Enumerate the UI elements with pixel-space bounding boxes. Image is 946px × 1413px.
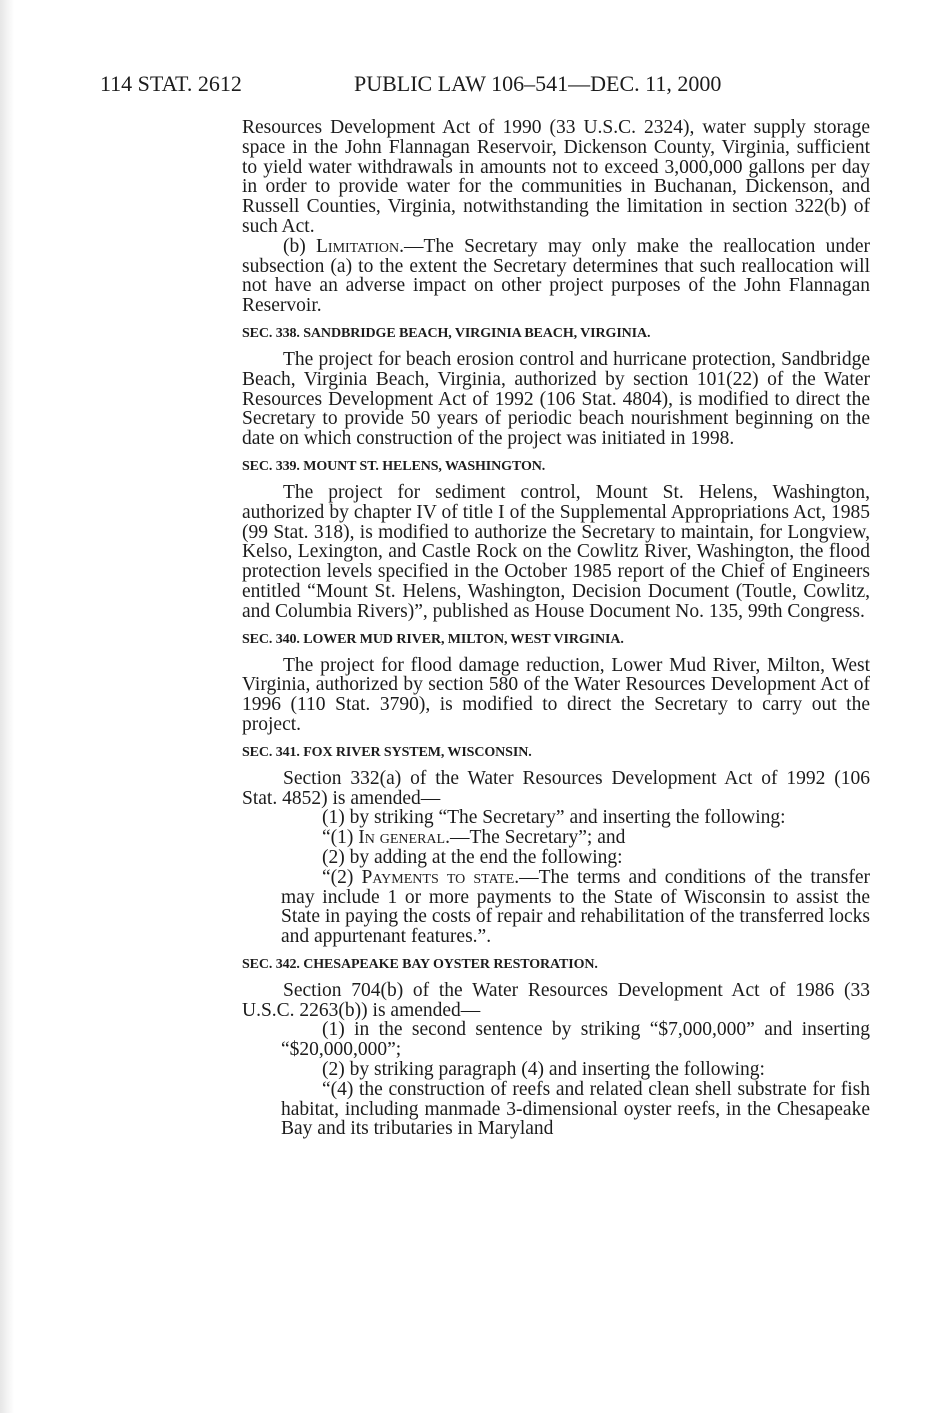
limitation-label-prefix: (b): [283, 235, 316, 257]
scan-edge-shadow: [0, 0, 14, 1413]
running-head: [100, 69, 780, 99]
public-law-citation: PUBLIC LAW 106–541—DEC. 11, 2000: [354, 71, 722, 96]
section-341-item-1-quote: [242, 828, 870, 848]
stat-citation: 114 STAT. 2612: [100, 71, 242, 96]
document-body: [242, 118, 870, 1139]
section-342-intro: Section 704(b) of the Water Resources Development Act of 1986 (33 U.S.C. 2263(b)) is amended—: [242, 979, 870, 1021]
item-1-quote-label: In general: [358, 827, 446, 849]
section-342-heading: SEC. 342. CHESAPEAKE BAY OYSTER RESTORATION.: [242, 956, 598, 972]
item-1-quote-suffix: .—The Secretary”; and: [445, 827, 626, 849]
section-341-item-2: (2) by adding at the end the following:: [322, 846, 623, 868]
section-342-item-1: (1) in the second sentence by striking “$7,000,000” and inserting “$20,000,000”;: [281, 1019, 870, 1061]
item-2-quote-prefix: “(2): [322, 866, 362, 888]
section-339-text: The project for sediment control, Mount St. Helens, Washington, authorized by chapter IV of title I of the Supplemental Appropriations Act, 1985 (99 Stat. 318), is modified to authorize the Secretary to maintain, for Longview, Kelso, Lexington, and Castle Rock on the Cowlitz River, Washington, the flood protection levels specified in the October 1985 report of the Chief of Engineers entitled “Mount St. Helens, Washington, Decision Document (Toutle, Cowlitz, and Columbia Rivers)”, published as House Document No. 135, 99th Congress.: [242, 481, 870, 622]
section-340-text: The project for flood damage reduction, Lower Mud River, Milton, West Virginia, authorized by section 580 of the Water Resources Development Act of 1996 (110 Stat. 3790), is modified to direct the Secretary to carry out the project.: [242, 654, 870, 735]
section-342-item-2-quote: “(4) the construction of reefs and related clean shell substrate for fish habitat, including manmade 3-dimensional oyster reefs, in the Chesapeake Bay and its tributaries in Maryland: [281, 1078, 870, 1140]
continued-paragraph: Resources Development Act of 1990 (33 U.S.C. 2324), water supply storage space in the John Flannagan Reservoir, Dickenson County, Virginia, sufficient to yield water withdrawals in amounts not to exceed 3,000,000 gallons per day in order to provide water for the communities in Buchanan, Dickenson, and Russell Counties, Virginia, notwithstanding the limitation in section 322(b) of such Act.: [242, 117, 870, 237]
section-342-item-2: (2) by striking paragraph (4) and inserting the following:: [322, 1059, 765, 1081]
limitation-text: The Secretary may only make the reallocation under subsection (a) to the extent the Secretary determines that such reallocation will not have an adverse impact on other project purposes of the John Flannagan Reservoir.: [242, 235, 870, 317]
item-1-quote-prefix: “(1): [322, 827, 359, 849]
section-340-heading: SEC. 340. LOWER MUD RIVER, MILTON, WEST VIRGINIA.: [242, 631, 624, 647]
section-341-item-2-quote: [242, 868, 870, 947]
limitation-label-suffix: .—: [399, 235, 424, 257]
section-338-text: The project for beach erosion control and hurricane protection, Sandbridge Beach, Virginia Beach, Virginia, authorized by section 101(22) of the Water Resources Development Act of 1992 (106 Stat. 4804), is modified to direct the Secretary to provide 50 years of periodic beach nourishment beginning on the date on which construction of the project was initiated in 1998.: [242, 348, 870, 450]
limitation-label: Limitation: [316, 235, 400, 257]
item-2-quote-text: The terms and conditions of the transfer may include 1 or more payments to the State of Wisconsin to assist the State in paying the costs of repair and rehabilitation of the transferred locks and appurtenant features.”.: [281, 866, 870, 948]
section-341-item-1: (1) by striking “The Secretary” and inserting the following:: [322, 807, 786, 829]
section-339-heading: SEC. 339. MOUNT ST. HELENS, WASHINGTON.: [242, 458, 546, 474]
limitation-paragraph: [242, 237, 870, 316]
section-341-heading: SEC. 341. FOX RIVER SYSTEM, WISCONSIN.: [242, 744, 532, 760]
section-338-heading: SEC. 338. SANDBRIDGE BEACH, VIRGINIA BEACH, VIRGINIA.: [242, 325, 651, 341]
section-341-intro: Section 332(a) of the Water Resources Development Act of 1992 (106 Stat. 4852) is amended—: [242, 767, 870, 809]
item-2-quote-suffix: .—: [514, 866, 539, 888]
item-2-quote-label: Payments to state: [361, 866, 515, 888]
